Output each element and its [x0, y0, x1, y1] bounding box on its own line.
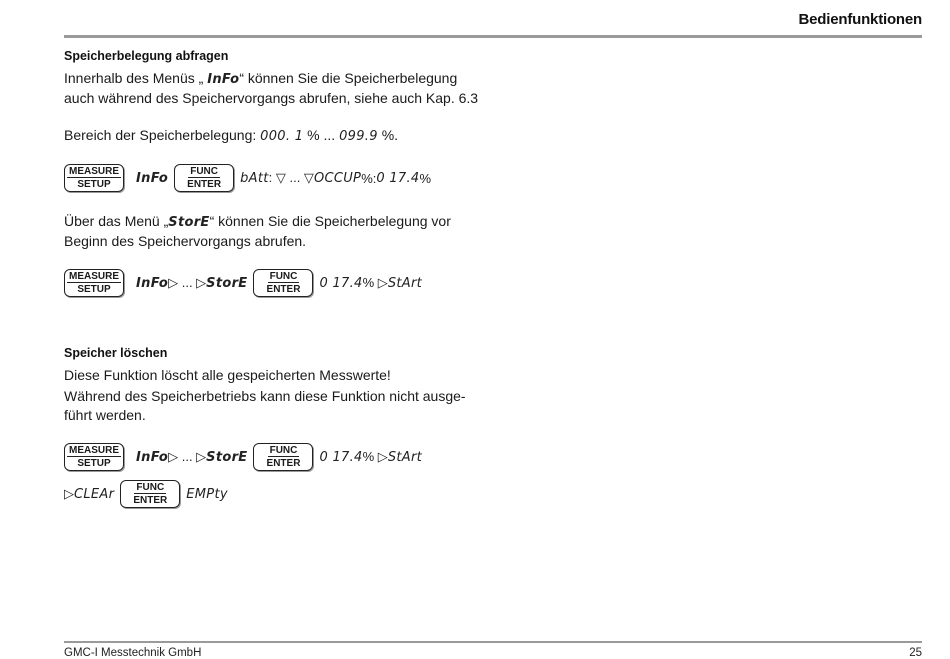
- key-top-label: MEASURE: [69, 445, 120, 456]
- text: %: [419, 170, 432, 186]
- header-rule: [64, 35, 922, 38]
- measure-setup-key[interactable]: [64, 443, 124, 471]
- text: Über das Menü „: [64, 213, 169, 229]
- display-segment-value: 0 17.4: [319, 275, 363, 291]
- text: % ▷: [362, 449, 388, 464]
- page-header-title: Bedienfunktionen: [798, 11, 922, 28]
- text: %:: [361, 170, 377, 186]
- key-top-label: FUNC: [190, 166, 218, 177]
- text: Innerhalb des Menüs „: [64, 70, 208, 86]
- display-segment-start: StArt: [387, 449, 422, 465]
- key-bottom-label: ENTER: [266, 284, 301, 295]
- text: Bereich der Speicherbelegung:: [64, 127, 261, 143]
- func-enter-key[interactable]: [253, 443, 313, 471]
- display-segment-value: 0 17.4: [319, 449, 363, 465]
- key-top-label: MEASURE: [69, 271, 120, 282]
- paragraph-store-menu: [64, 212, 484, 251]
- display-segment-batt: bAtt: [240, 170, 269, 186]
- text: ▷ ... ▷: [168, 449, 207, 464]
- display-segment-start: StArt: [387, 275, 422, 291]
- key-bottom-label: ENTER: [133, 495, 168, 506]
- key-bottom-label: SETUP: [77, 458, 111, 469]
- display-segment-info: InFo: [136, 170, 169, 186]
- text: % ▷: [362, 275, 388, 290]
- paragraph-clear-restriction: Während des Speicherbetriebs kann diese Funktion nicht ausge-führt werden.: [64, 388, 466, 423]
- paragraph-clear-function: Diese Funktion löscht alle gespeicherten Messwerte!: [64, 367, 391, 383]
- text: : ▽ ... ▽: [268, 170, 314, 185]
- display-segment-store: StorE: [168, 215, 210, 230]
- key-sequence-row-2: [64, 267, 422, 299]
- key-sequence-row-4: [64, 478, 228, 510]
- key-bottom-label: SETUP: [77, 179, 111, 190]
- display-segment-clear: CLEAr: [74, 486, 115, 502]
- footer-company: GMC-I Messtechnik GmbH: [64, 647, 202, 659]
- display-segment-info: InFo: [136, 449, 169, 465]
- measure-setup-key[interactable]: [64, 164, 124, 192]
- measure-setup-key[interactable]: [64, 269, 124, 297]
- section-heading-memory-clear: Speicher löschen: [64, 345, 168, 360]
- key-bottom-label: ENTER: [187, 179, 222, 190]
- key-top-label: FUNC: [136, 482, 165, 493]
- footer-rule: [64, 641, 922, 643]
- display-segment-value: 0 17.4: [376, 170, 420, 186]
- text: “ können Sie die Speicherbelegung auch während des Speichervorgangs abrufen, siehe auch Kap. 6.3: [64, 70, 479, 106]
- paragraph-info-menu: [64, 69, 484, 108]
- key-sequence-row-3: [64, 441, 422, 473]
- key-top-label: FUNC: [269, 445, 298, 456]
- page-number: 25: [909, 647, 922, 659]
- key-top-label: MEASURE: [69, 166, 120, 177]
- display-segment-occup: OCCUP: [313, 170, 362, 186]
- text: % ...: [303, 127, 340, 143]
- display-segment-max: 099.9: [339, 129, 378, 144]
- display-segment-min: 000. 1: [260, 129, 304, 144]
- key-bottom-label: ENTER: [266, 458, 301, 469]
- display-segment-empty: EMPty: [186, 486, 228, 502]
- text: ▷ ... ▷: [168, 275, 207, 290]
- text: ▷: [64, 486, 74, 501]
- section-heading-memory-query: Speicherbelegung abfragen: [64, 48, 229, 63]
- text: “ können Sie die Speicherbelegung vor Beginn des Speichervorgangs abrufen.: [64, 213, 451, 249]
- paragraph-memory-range: [64, 126, 484, 146]
- text: %.: [377, 127, 399, 143]
- func-enter-key[interactable]: [253, 269, 313, 297]
- display-segment-store: StorE: [206, 449, 248, 465]
- key-sequence-row-1: [64, 162, 431, 194]
- func-enter-key[interactable]: [174, 164, 234, 192]
- display-segment-info: InFo: [207, 72, 240, 87]
- key-top-label: FUNC: [269, 271, 298, 282]
- key-bottom-label: SETUP: [77, 284, 111, 295]
- func-enter-key[interactable]: [120, 480, 180, 508]
- display-segment-info: InFo: [136, 275, 169, 291]
- display-segment-store: StorE: [206, 275, 248, 291]
